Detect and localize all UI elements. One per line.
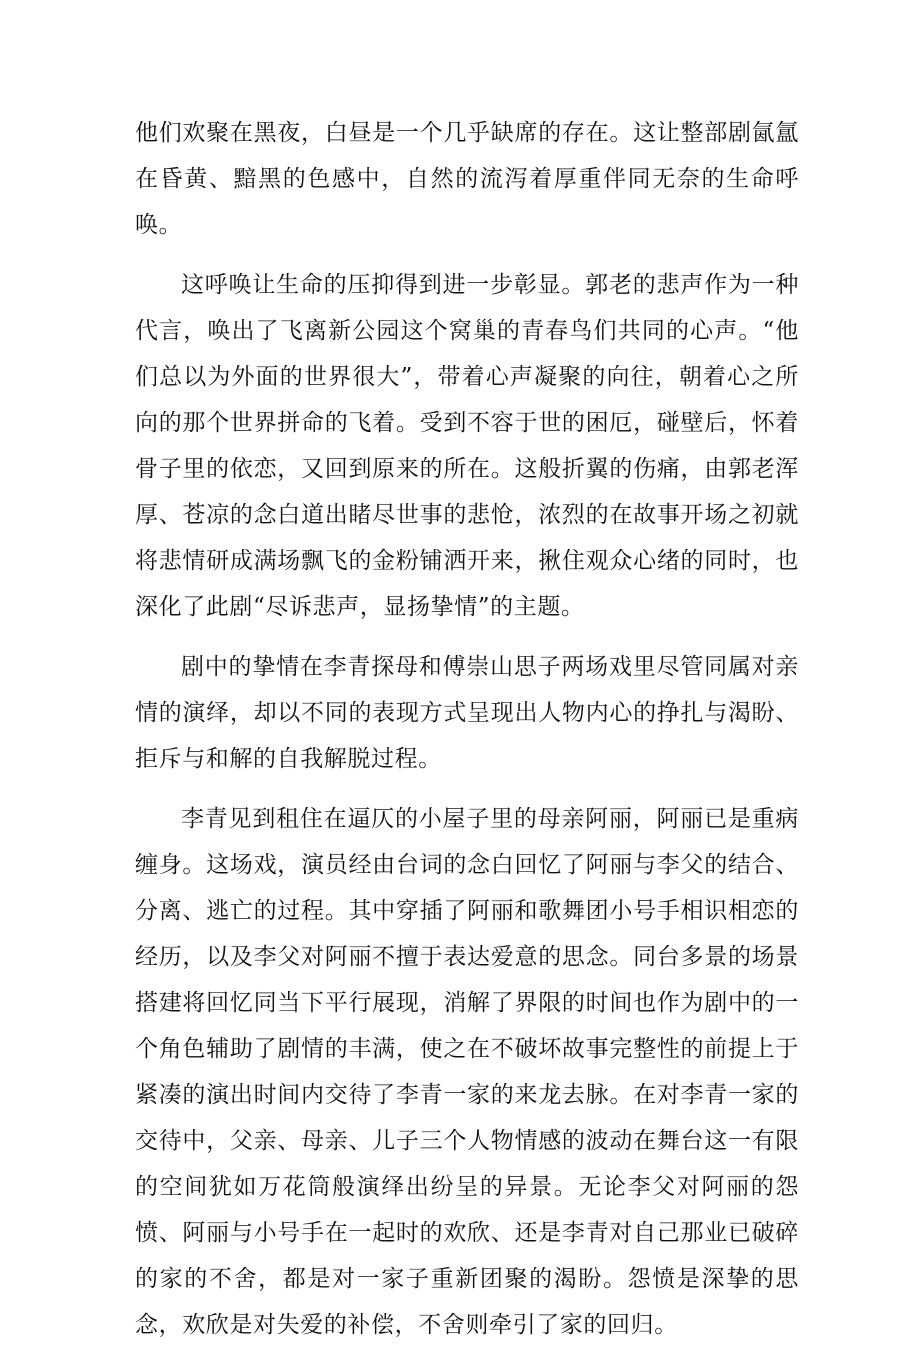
paragraph-4: 李青见到租住在逼仄的小屋子里的母亲阿丽，阿丽已是重病缠身。这场戏，演员经由台词的念白回忆了阿丽与李父的结合、分离、逃亡的过程。其中穿插了阿丽和歌舞团小号手相识相恋的经历，以及李父对阿丽不擅于表达爱意的思念。同台多景的场景搭建将回忆同当下平行展现，消解了界限的时间也作为剧中的一个角色辅助了剧情的丰满，使之在不破坏故事完整性的前提上于紧凑的演出时间内交待了李青一家的来龙去脉。在对李青一家的交待中，父亲、母亲、儿子三个人物情感的波动在舞台这一有限的空间犹如万花筒般演绎出纷呈的异景。无论李父对阿丽的怨愤、阿丽与小号手在一起时的欢欣、还是李青对自己那业已破碎的家的不舍，都是对一家子重新团聚的渴盼。怨愤是深挚的思念，欢欣是对失爱的补偿，不舍则牵引了家的回归。 [135,806,799,1338]
paragraph-3: 剧中的挚情在李青探母和傅崇山思子两场戏里尽管同属对亲情的演绎，却以不同的表现方式呈现出人物内心的挣扎与渴盼、拒斥与和解的自我解脱过程。 [135,654,799,772]
document-body [135,110,799,1362]
paragraph-1: 他们欢聚在黑夜，白昼是一个几乎缺席的存在。这让整部剧氤氲在昏黄、黯黑的色感中，自然的流泻着厚重伴同无奈的生命呼唤。 [135,120,799,238]
paragraph-2: 这呼唤让生命的压抑得到进一步彰显。郭老的悲声作为一种代言，唤出了飞离新公园这个窝巢的青春鸟们共同的心声。“他们总以为外面的世界很大”，带着心声凝聚的向往，朝着心之所向的那个世界拼命的飞着。受到不容于世的困厄，碰壁后，怀着骨子里的依恋，又回到原来的所在。这般折翼的伤痛，由郭老浑厚、苍凉的念白道出睹尽世事的悲怆，浓烈的在故事开场之初就将悲情研成满场飘飞的金粉铺洒开来，揪住观众心绪的同时，也深化了此剧“尽诉悲声，显扬挚情”的主题。 [135,272,799,620]
